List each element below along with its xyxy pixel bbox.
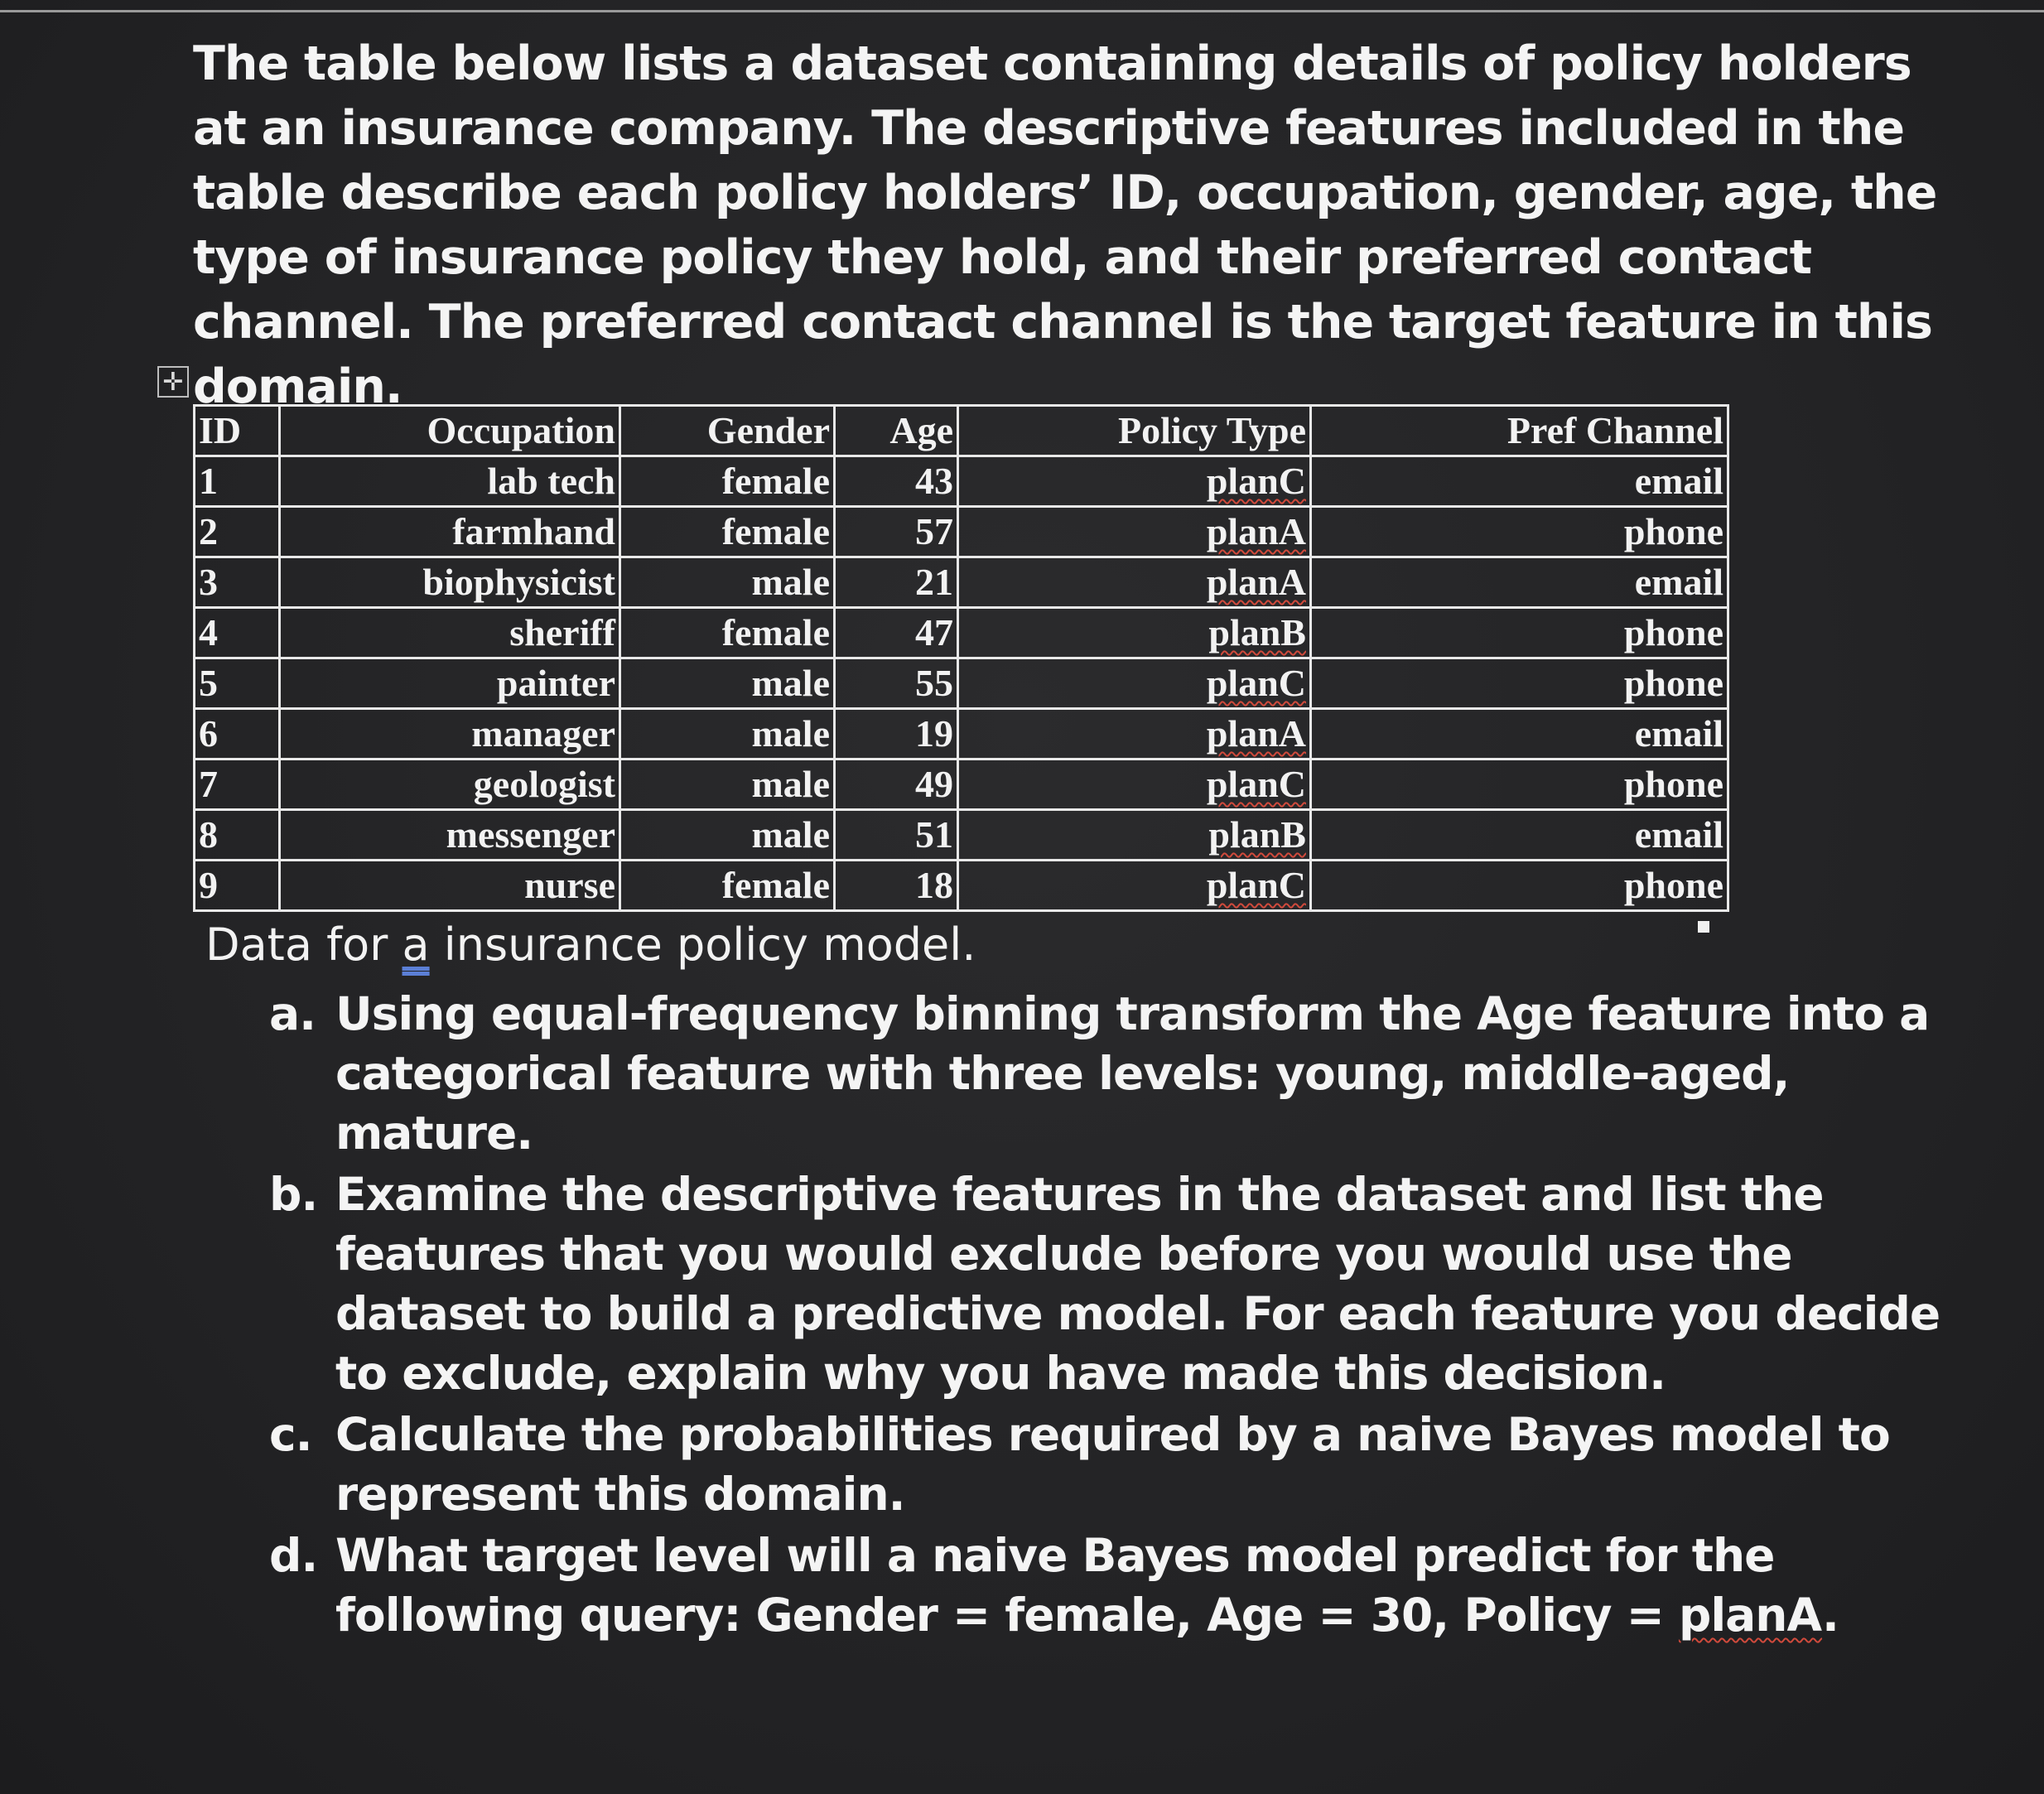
cell-policy-type: planA <box>1206 712 1306 755</box>
cell-occupation: nurse <box>280 861 620 911</box>
cell-gender: male <box>620 709 835 760</box>
question-item <box>269 984 1959 1163</box>
cell-id: 8 <box>195 810 280 861</box>
cell-policy-type-wrap <box>958 557 1311 608</box>
question-list <box>269 984 1959 1645</box>
table-resize-handle[interactable] <box>1698 921 1709 933</box>
cell-occupation: farmhand <box>280 507 620 557</box>
cell-policy-type: planA <box>1206 561 1306 603</box>
cell-policy-type-wrap <box>958 861 1311 911</box>
cell-age: 19 <box>835 709 958 760</box>
caption-text-after: insurance policy model. <box>429 919 976 971</box>
cell-pref-channel: phone <box>1311 608 1728 658</box>
table-row <box>195 861 1728 911</box>
cell-id: 4 <box>195 608 280 658</box>
cell-pref-channel: phone <box>1311 861 1728 911</box>
table-row <box>195 760 1728 810</box>
question-text-end: . <box>1822 1589 1839 1642</box>
cell-age: 21 <box>835 557 958 608</box>
table-row <box>195 709 1728 760</box>
cell-pref-channel: email <box>1311 456 1728 507</box>
intro-paragraph: The table below lists a dataset containing details of policy holders at an insurance company. The descriptive features included in the table describe each policy holders’ ID, occupation, gender, age, the type of insurance policy they hold, and their preferred contact channel. The preferred contact channel is the target feature in this domain. <box>193 36 1937 414</box>
cell-pref-channel: phone <box>1311 507 1728 557</box>
cell-pref-channel: email <box>1311 709 1728 760</box>
cell-policy-type-wrap <box>958 810 1311 861</box>
cell-occupation: messenger <box>280 810 620 861</box>
question-marker: d. <box>269 1529 318 1582</box>
table-row <box>195 507 1728 557</box>
cell-gender: male <box>620 810 835 861</box>
cell-id: 3 <box>195 557 280 608</box>
cell-policy-type: planB <box>1208 611 1306 653</box>
cell-occupation: manager <box>280 709 620 760</box>
cell-policy-type-wrap <box>958 658 1311 709</box>
cell-pref-channel: email <box>1311 810 1728 861</box>
cell-gender: female <box>620 507 835 557</box>
cell-id: 7 <box>195 760 280 810</box>
cell-policy-type: planB <box>1208 813 1306 856</box>
cell-id: 9 <box>195 861 280 911</box>
header-policy-type: Policy Type <box>958 406 1311 456</box>
page-top-rule <box>0 10 2044 12</box>
cell-age: 55 <box>835 658 958 709</box>
cell-id: 1 <box>195 456 280 507</box>
table-row <box>195 608 1728 658</box>
cell-gender: male <box>620 760 835 810</box>
question-item <box>269 1526 1959 1645</box>
cell-gender: female <box>620 608 835 658</box>
cell-pref-channel: phone <box>1311 658 1728 709</box>
caption-article: a <box>402 919 430 971</box>
cell-occupation: geologist <box>280 760 620 810</box>
question-marker: b. <box>269 1168 318 1221</box>
table-caption <box>205 916 976 974</box>
cell-policy-type: planC <box>1206 460 1306 502</box>
header-id: ID <box>195 406 280 456</box>
header-pref-channel: Pref Channel <box>1311 406 1728 456</box>
cell-policy-type: planC <box>1206 864 1306 906</box>
table-move-handle-icon[interactable]: ✛ <box>157 366 189 398</box>
question-query-plan: planA <box>1678 1589 1823 1642</box>
cell-occupation: biophysicist <box>280 557 620 608</box>
table-row <box>195 557 1728 608</box>
cell-pref-channel: phone <box>1311 760 1728 810</box>
cell-occupation: painter <box>280 658 620 709</box>
question-item <box>269 1405 1959 1524</box>
caption-text-before: Data for <box>205 919 403 971</box>
table-row <box>195 658 1728 709</box>
table-header-row <box>195 406 1728 456</box>
policy-holders-table <box>193 404 1729 912</box>
question-text: What target level will a naive Bayes model predict for the following query: Gender = female, Age = 30, Policy = <box>335 1529 1775 1642</box>
header-occupation: Occupation <box>280 406 620 456</box>
question-marker: a. <box>269 987 316 1040</box>
cell-gender: female <box>620 456 835 507</box>
cell-gender: male <box>620 557 835 608</box>
cell-policy-type: planC <box>1206 662 1306 704</box>
table-row <box>195 456 1728 507</box>
cell-id: 6 <box>195 709 280 760</box>
cell-occupation: sheriff <box>280 608 620 658</box>
cell-policy-type-wrap <box>958 456 1311 507</box>
cell-id: 5 <box>195 658 280 709</box>
cell-policy-type: planA <box>1206 510 1306 552</box>
question-item <box>269 1165 1959 1403</box>
cell-occupation: lab tech <box>280 456 620 507</box>
question-text: Using equal-frequency binning transform the Age feature into a categorical feature with three levels: young, middle-aged, mature. <box>335 987 1930 1160</box>
cell-policy-type-wrap <box>958 709 1311 760</box>
cell-age: 43 <box>835 456 958 507</box>
cell-id: 2 <box>195 507 280 557</box>
cell-policy-type-wrap <box>958 608 1311 658</box>
cell-age: 49 <box>835 760 958 810</box>
header-age: Age <box>835 406 958 456</box>
cell-age: 57 <box>835 507 958 557</box>
cell-policy-type: planC <box>1206 763 1306 805</box>
question-marker: c. <box>269 1408 312 1461</box>
table-row <box>195 810 1728 861</box>
header-gender: Gender <box>620 406 835 456</box>
cell-pref-channel: email <box>1311 557 1728 608</box>
cell-age: 51 <box>835 810 958 861</box>
cell-policy-type-wrap <box>958 507 1311 557</box>
cell-gender: male <box>620 658 835 709</box>
cell-age: 47 <box>835 608 958 658</box>
cell-gender: female <box>620 861 835 911</box>
question-text: Calculate the probabilities required by a naive Bayes model to represent this domain. <box>335 1408 1890 1521</box>
question-text: Examine the descriptive features in the dataset and list the features that you would exclude before you would use the dataset to build a predictive model. For each feature you decide to exclude, explain why you have made this decision. <box>335 1168 1940 1400</box>
cell-policy-type-wrap <box>958 760 1311 810</box>
cell-age: 18 <box>835 861 958 911</box>
